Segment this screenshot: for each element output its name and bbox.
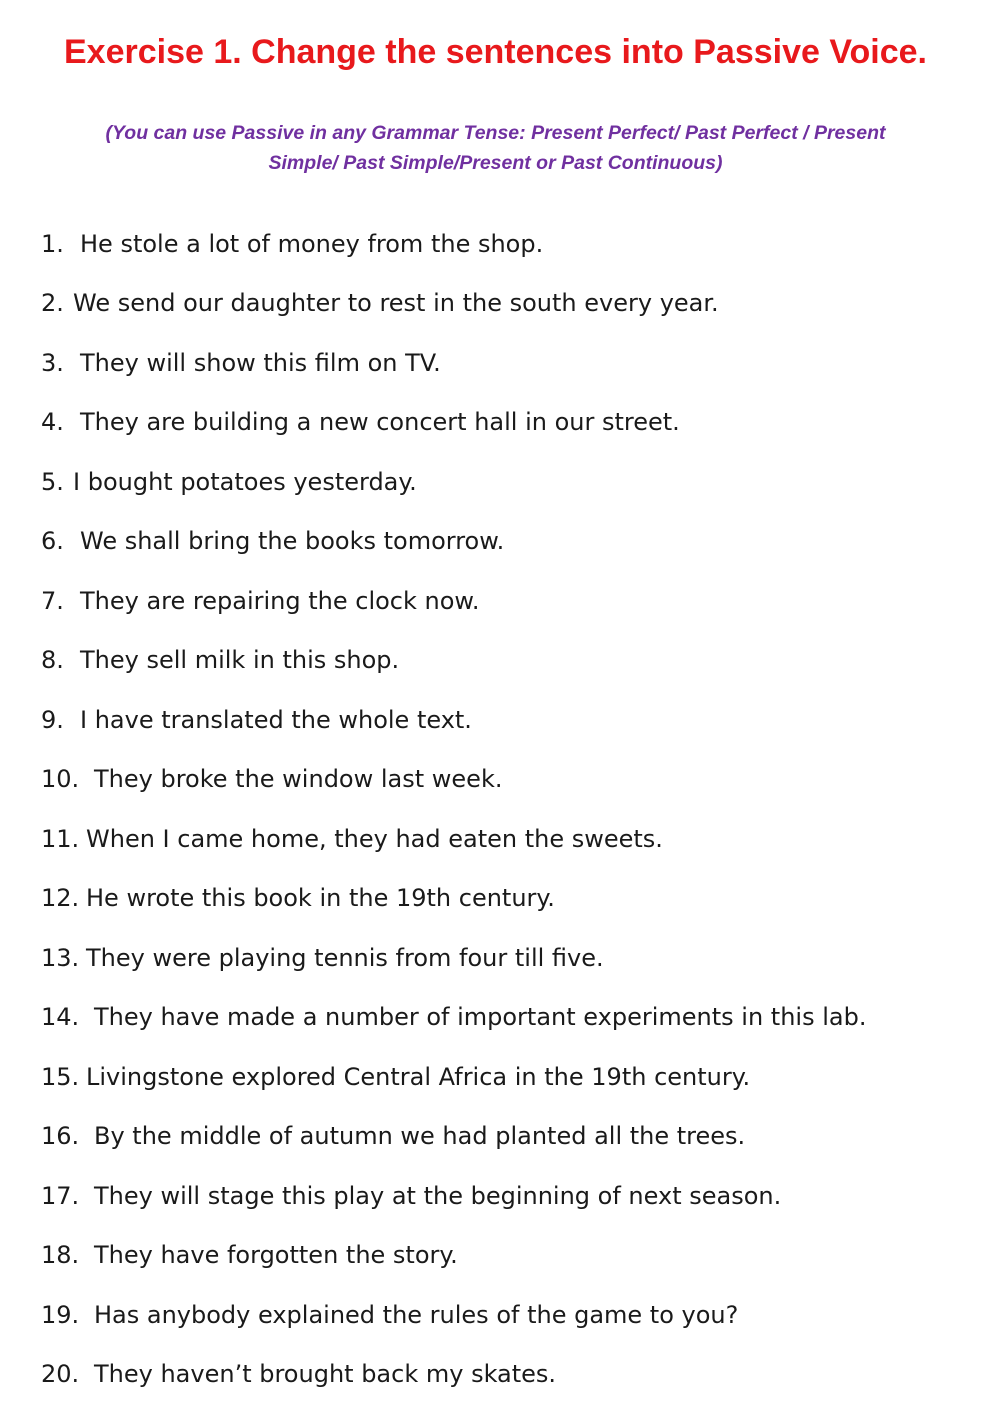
item-number: 9. (41, 705, 64, 734)
item-text: They will stage this play at the beginning of next season. (94, 1181, 782, 1210)
list-item (41, 988, 971, 1048)
item-number: 17. (41, 1181, 80, 1210)
list-item (41, 809, 971, 869)
item-text: They were playing tennis from four till five. (86, 943, 604, 972)
item-text: They are repairing the clock now. (80, 586, 480, 615)
list-item (41, 690, 971, 750)
list-item (41, 1345, 971, 1405)
list-item (41, 1047, 971, 1107)
item-number: 14. (41, 1003, 80, 1032)
list-item (41, 750, 971, 810)
item-text: They sell milk in this shop. (80, 646, 400, 675)
item-text: They broke the window last week. (94, 765, 503, 794)
item-number: 16. (41, 1122, 80, 1151)
item-number: 15. (41, 1062, 80, 1091)
item-text: They have forgotten the story. (94, 1241, 458, 1270)
list-item (41, 1107, 971, 1167)
list-item (41, 571, 971, 631)
list-item (41, 393, 971, 453)
list-item (41, 1166, 971, 1226)
item-text: They haven’t brought back my skates. (94, 1360, 557, 1389)
list-item (41, 452, 971, 512)
item-number: 18. (41, 1241, 80, 1270)
list-item (41, 928, 971, 988)
item-text: They will show this film on TV. (80, 348, 441, 377)
item-number: 8. (41, 646, 64, 675)
item-number: 5. (41, 467, 64, 496)
list-item (41, 1226, 971, 1286)
item-text: They have made a number of important experiments in this lab. (94, 1003, 867, 1032)
list-item (41, 869, 971, 929)
list-item (41, 512, 971, 572)
item-number: 3. (41, 348, 64, 377)
list-item (41, 214, 971, 274)
item-number: 10. (41, 765, 80, 794)
list-item (41, 1285, 971, 1345)
sentence-list (41, 214, 971, 1404)
exercise-title: Exercise 1. Change the sentences into Passive Voice. (64, 33, 927, 71)
item-number: 7. (41, 586, 64, 615)
item-number: 6. (41, 527, 64, 556)
item-text: They are building a new concert hall in our street. (80, 408, 680, 437)
list-item (41, 631, 971, 691)
item-number: 20. (41, 1360, 80, 1389)
item-text: He wrote this book in the 19th century. (86, 884, 555, 913)
item-text: Has anybody explained the rules of the game to you? (94, 1300, 739, 1329)
item-text: I have translated the whole text. (80, 705, 472, 734)
item-number: 13. (41, 943, 80, 972)
item-number: 11. (41, 824, 80, 853)
item-number: 12. (41, 884, 80, 913)
item-text: By the middle of autumn we had planted all the trees. (94, 1122, 746, 1151)
item-number: 2. (41, 289, 64, 318)
list-item (41, 333, 971, 393)
item-number: 19. (41, 1300, 80, 1329)
item-text: He stole a lot of money from the shop. (80, 229, 544, 258)
list-item (41, 274, 971, 334)
exercise-instructions: (You can use Passive in any Grammar Tense: Present Perfect/ Past Perfect / Present Simple/ Past Simple/Present or Past Continuous) (105, 122, 886, 174)
item-text: When I came home, they had eaten the sweets. (86, 824, 663, 853)
item-text: We shall bring the books tomorrow. (80, 527, 505, 556)
item-text: We send our daughter to rest in the south every year. (73, 289, 719, 318)
item-text: Livingstone explored Central Africa in the 19th century. (86, 1062, 751, 1091)
item-number: 4. (41, 408, 64, 437)
item-number: 1. (41, 229, 64, 258)
item-text: I bought potatoes yesterday. (73, 467, 417, 496)
